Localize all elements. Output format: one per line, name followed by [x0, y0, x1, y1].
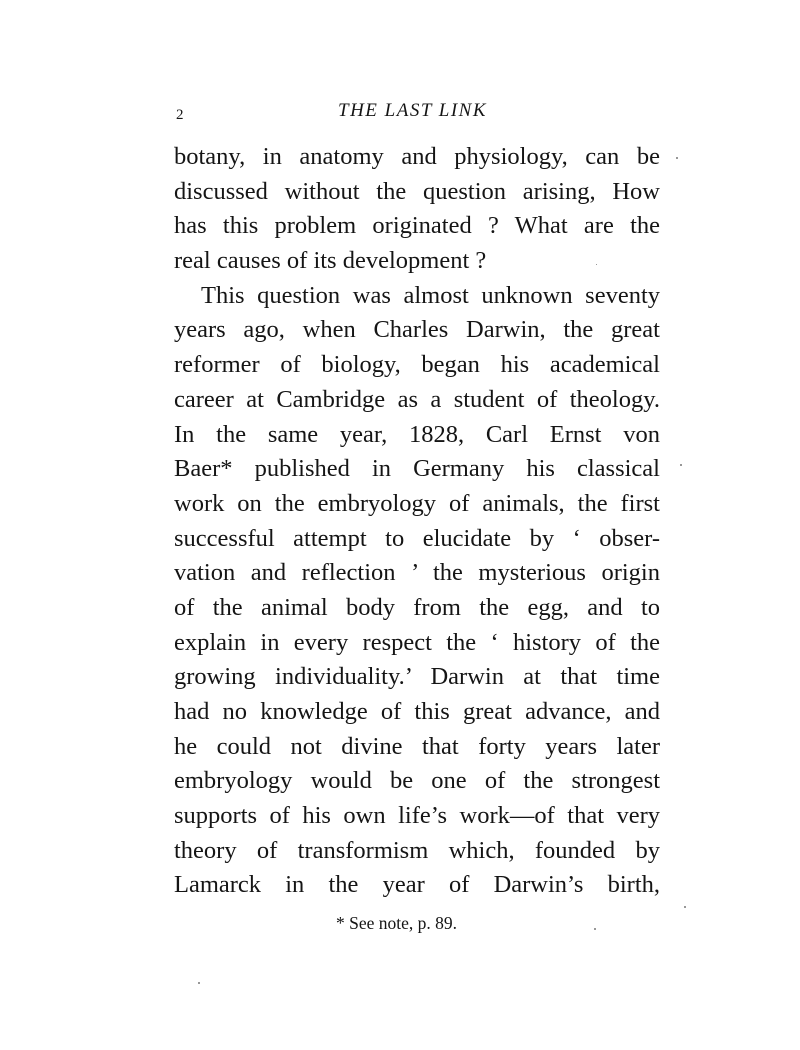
scan-speck: [676, 157, 678, 159]
scan-speck: [596, 264, 597, 265]
text-line: theory of transformism which, founded by: [174, 836, 660, 864]
text-line: growing individuality.’ Darwin at that time: [174, 663, 660, 691]
running-title: THE LAST LINK: [338, 100, 488, 121]
text-line: vation and reflection ’ the mysterious origin: [174, 559, 660, 587]
text-line: discussed without the question arising, How: [174, 177, 660, 205]
footnote: * See note, p. 89.: [336, 913, 458, 933]
text-line: of the animal body from the egg, and to: [174, 593, 660, 621]
text-line: successful attempt to elucidate by ‘ obser-: [174, 524, 660, 552]
scan-speck: [198, 982, 200, 984]
text-line: explain in every respect the ‘ history of the: [174, 628, 660, 656]
text-line: embryology would be one of the strongest: [174, 767, 660, 795]
text-line: botany, in anatomy and physiology, can be: [174, 143, 660, 170]
scan-speck: [594, 928, 596, 930]
text-line: career at Cambridge as a student of theology.: [174, 385, 660, 413]
text-line: supports of his own life’s work—of that very: [174, 802, 660, 830]
text-line: real causes of its development ?: [174, 247, 487, 275]
text-line: years ago, when Charles Darwin, the great: [174, 316, 660, 344]
scan-speck: [680, 464, 682, 466]
text-line: work on the embryology of animals, the first: [174, 489, 660, 517]
text-line: had no knowledge of this great advance, and: [174, 698, 660, 725]
scan-speck: [684, 906, 686, 908]
body-text: [174, 140, 660, 903]
text-line: In the same year, 1828, Carl Ernst von: [174, 420, 660, 448]
page-number: 2: [176, 107, 184, 123]
text-line: has this problem originated ? What are the: [174, 212, 660, 240]
text-line: Baer* published in Germany his classical: [174, 455, 660, 483]
text-line: he could not divine that forty years later: [174, 732, 660, 760]
paragraph-first-line: This question was almost unknown seventy: [201, 281, 660, 309]
text-line: Lamarck in the year of Darwin’s birth,: [174, 871, 660, 899]
text-line: reformer of biology, began his academical: [174, 351, 660, 379]
